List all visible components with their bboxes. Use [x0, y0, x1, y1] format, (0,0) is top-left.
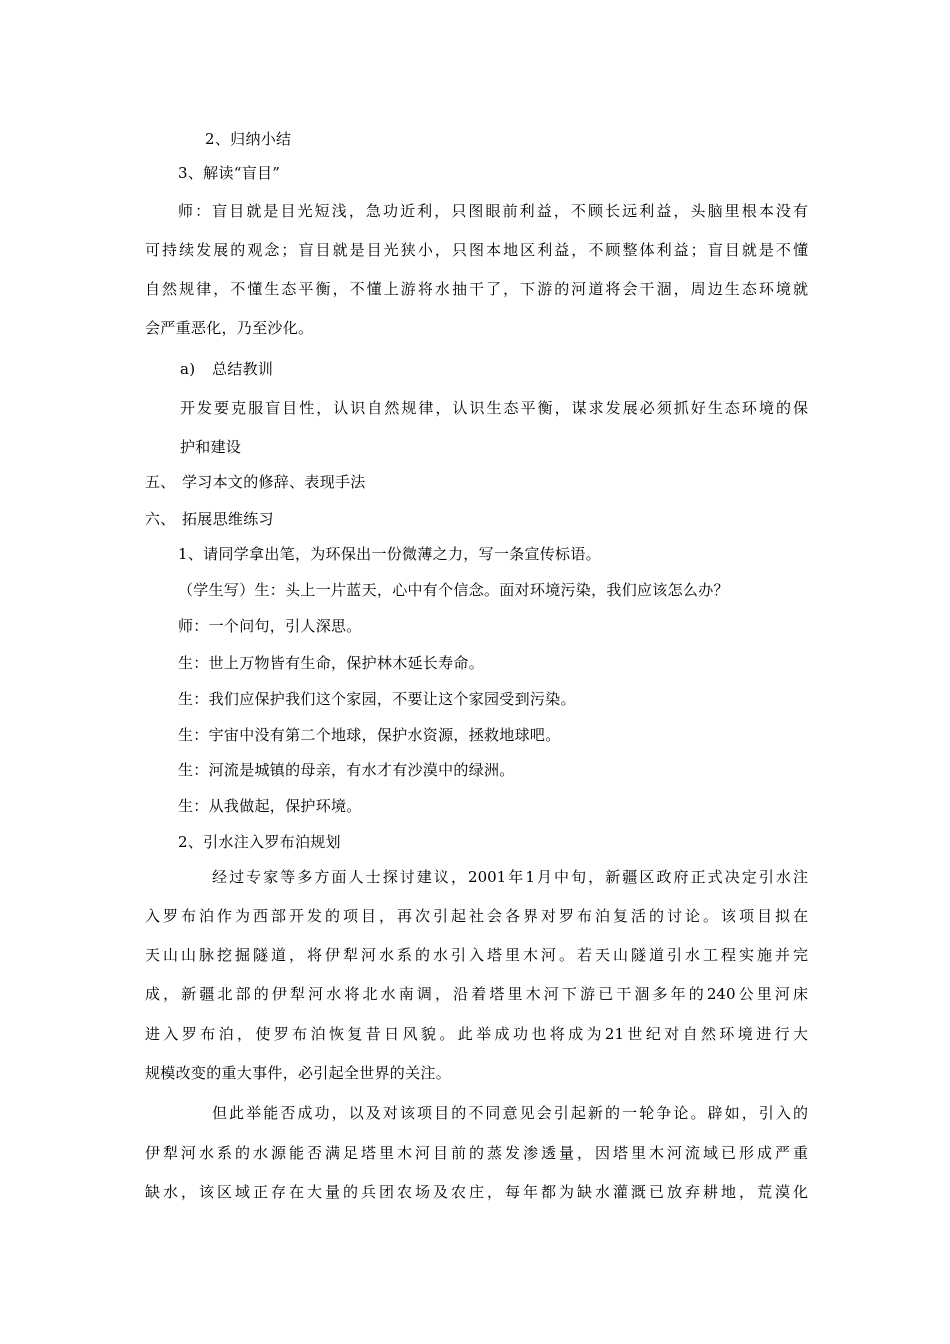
- dialogue-line: 生：世上万物皆有生命，保护林木延长寿命。: [178, 654, 485, 672]
- exercise1: 1、请同学拿出笔，为环保出一份微薄之力，写一条宣传标语。: [178, 545, 601, 563]
- plan-para2-line: 缺水，该区域正存在大量的兵团农场及农庄，每年都为缺水灌溉已放弃耕地，荒漠化: [145, 1183, 808, 1201]
- plan-para1-line: 进入罗布泊，使罗布泊恢复昔日风貌。此举成功也将成为21世纪对自然环境进行大: [145, 1025, 808, 1043]
- plan-para1-line: 入罗布泊作为西部开发的项目，再次引起社会各界对罗布泊复活的讨论。该项目拟在: [145, 907, 808, 925]
- dialogue-line: 师：一个问句，引人深思。: [178, 617, 362, 635]
- lesson-title: 总结教训: [212, 360, 274, 378]
- item-summary: 2、归纳小结: [205, 130, 292, 148]
- teacher-para-line: 可持续发展的观念；盲目就是目光狭小，只图本地区利益，不顾整体利益；盲目就是不懂: [145, 241, 808, 259]
- lesson-marker: a): [180, 360, 196, 378]
- plan-para1-line: 经过专家等多方面人士探讨建议，2001年1月中旬，新疆区政府正式决定引水注: [212, 868, 808, 886]
- section5-number: 五、: [145, 473, 176, 491]
- lesson-text-line: 护和建设: [180, 438, 242, 456]
- plan-para1-line: 成，新疆北部的伊犁河水将北水南调，沿着塔里木河下游已干涸多年的240公里河床: [145, 985, 808, 1003]
- dialogue-line: （学生写）生：头上一片蓝天，心中有个信念。面对环境污染，我们应该怎么办？: [178, 581, 729, 599]
- section6-number: 六、: [145, 510, 176, 528]
- dialogue-line: 生：从我做起，保护环境。: [178, 797, 362, 815]
- plan-para2-line: 但此举能否成功，以及对该项目的不同意见会引起新的一轮争论。辟如，引入的: [212, 1104, 808, 1122]
- plan-para1-line: 规模改变的重大事件，必引起全世界的关注。: [145, 1064, 452, 1082]
- teacher-para-line: 师：盲目就是目光短浅，急功近利，只图眼前利益，不顾长远利益，头脑里根本没有: [178, 202, 808, 220]
- teacher-para-line: 自然规律，不懂生态平衡，不懂上游将水抽干了，下游的河道将会干涸，周边生态环境就: [145, 280, 808, 298]
- section5-title: 学习本文的修辞、表现手法: [182, 473, 366, 491]
- item-interpret: 3、解读“盲目”: [178, 164, 281, 182]
- lesson-text-line: 开发要克服盲目性，认识自然规律，认识生态平衡，谋求发展必须抓好生态环境的保: [180, 399, 808, 417]
- plan-para1-line: 天山山脉挖掘隧道，将伊犁河水系的水引入塔里木河。若天山隧道引水工程实施并完: [145, 946, 808, 964]
- dialogue-line: 生：宇宙中没有第二个地球，保护水资源，拯救地球吧。: [178, 726, 561, 744]
- exercise2: 2、引水注入罗布泊规划: [178, 833, 341, 851]
- teacher-para-line: 会严重恶化，乃至沙化。: [145, 319, 314, 337]
- dialogue-line: 生：河流是城镇的母亲，有水才有沙漠中的绿洲。: [178, 761, 515, 779]
- plan-para2-line: 伊犁河水系的水源能否满足塔里木河目前的蒸发渗透量，因塔里木河流域已形成严重: [145, 1144, 808, 1162]
- dialogue-line: 生：我们应保护我们这个家园，不要让这个家园受到污染。: [178, 690, 576, 708]
- section6-title: 拓展思维练习: [182, 510, 274, 528]
